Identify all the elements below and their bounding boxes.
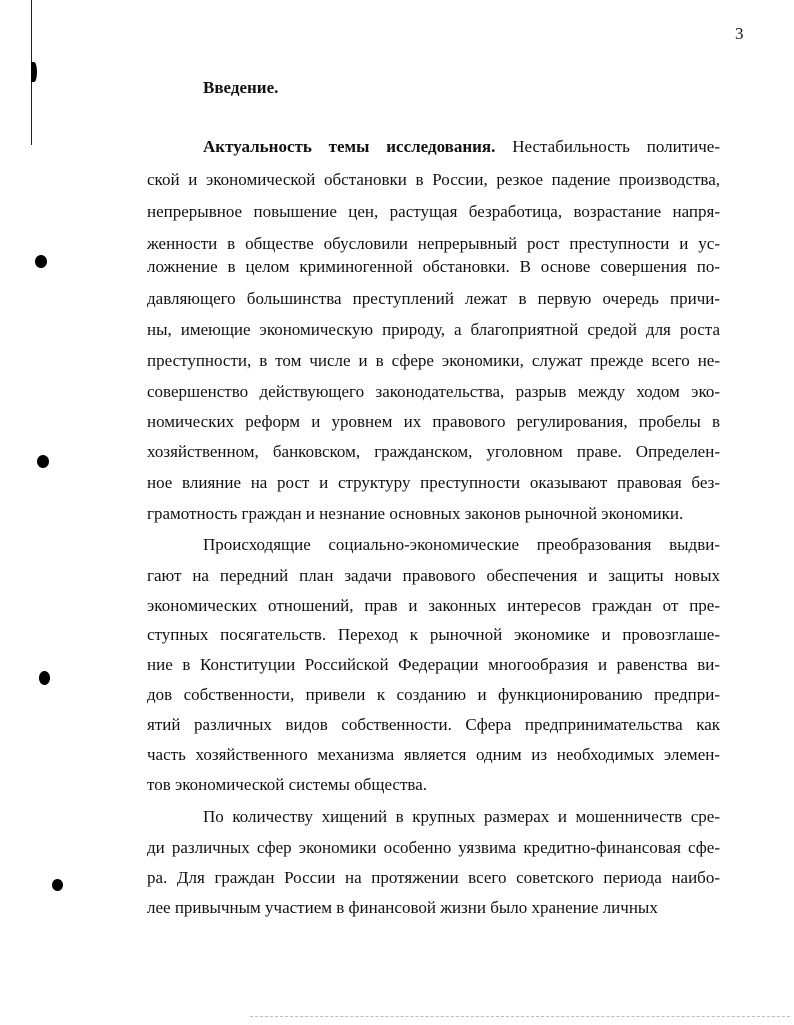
text-line: ны, имеющие экономическую природу, а благоприятной средой для роста	[147, 320, 720, 339]
text-line: тов экономической системы общества.	[147, 775, 427, 794]
text-line: непрерывное повышение цен, растущая безработица, возрастание напря-	[147, 202, 720, 221]
text-line: давляющего большинства преступлений лежат в первую очередь причи-	[147, 289, 720, 308]
page-number: 3	[735, 24, 744, 43]
text-line: совершенство действующего законодательства, разрыв между ходом эко-	[147, 382, 720, 401]
text-line: ние в Конституции Российской Федерации многообразия и равенства ви-	[147, 655, 720, 674]
punch-hole-mark	[52, 879, 63, 891]
text-line: часть хозяйственного механизма является одним из необходимых элемен-	[147, 745, 720, 764]
text-line: гают на передний план задачи правового обеспечения и защиты новых	[147, 566, 720, 585]
text-line: дов собственности, привели к созданию и функционированию предпри-	[147, 685, 720, 704]
section-heading: Введение.	[203, 78, 279, 97]
punch-hole-mark	[39, 671, 50, 685]
lead-bold-phrase: Актуальность темы исследования.	[203, 137, 496, 156]
text-line: женности в обществе обусловили непрерывный рост преступности и ус-	[147, 234, 720, 253]
text-line: ди различных сфер экономики особенно уязвима кредитно-финансовая сфе-	[147, 838, 720, 857]
text-line: ской и экономической обстановки в России, резкое падение производства,	[147, 170, 720, 189]
text-line: преступности, в том числе и в сфере экономики, служат прежде всего не-	[147, 351, 720, 370]
text-line: ное влияние на рост и структуру преступности оказывают правовая без-	[147, 473, 720, 492]
text-line: ложнение в целом криминогенной обстановки. В основе совершения по-	[147, 257, 720, 276]
text-line: экономических отношений, прав и законных интересов граждан от пре-	[147, 596, 720, 615]
line-text: Нестабильность политиче-	[495, 137, 720, 156]
text-line: ступных посягательств. Переход к рыночной экономике и провозглаше-	[147, 625, 720, 644]
text-line: хозяйственном, банковском, гражданском, уголовном праве. Определен-	[147, 442, 720, 461]
text-line: ра. Для граждан России на протяжении всего советского периода наибо-	[147, 868, 720, 887]
punch-hole-mark	[37, 455, 49, 468]
scan-mark	[31, 62, 37, 82]
text-line: ятий различных видов собственности. Сфера предпринимательства как	[147, 715, 720, 734]
scan-edge	[250, 1016, 790, 1017]
punch-hole-mark	[35, 255, 47, 268]
text-line	[203, 137, 720, 157]
text-line: лее привычным участием в финансовой жизни было хранение личных	[147, 898, 658, 917]
text-line: грамотность граждан и незнание основных законов рыночной экономики.	[147, 504, 684, 523]
text-line: номических реформ и уровнем их правового регулирования, пробелы в	[147, 412, 720, 431]
text-line: Происходящие социально-экономические преобразования выдви-	[203, 535, 720, 554]
text-line: По количеству хищений в крупных размерах и мошенничеств сре-	[203, 807, 720, 826]
